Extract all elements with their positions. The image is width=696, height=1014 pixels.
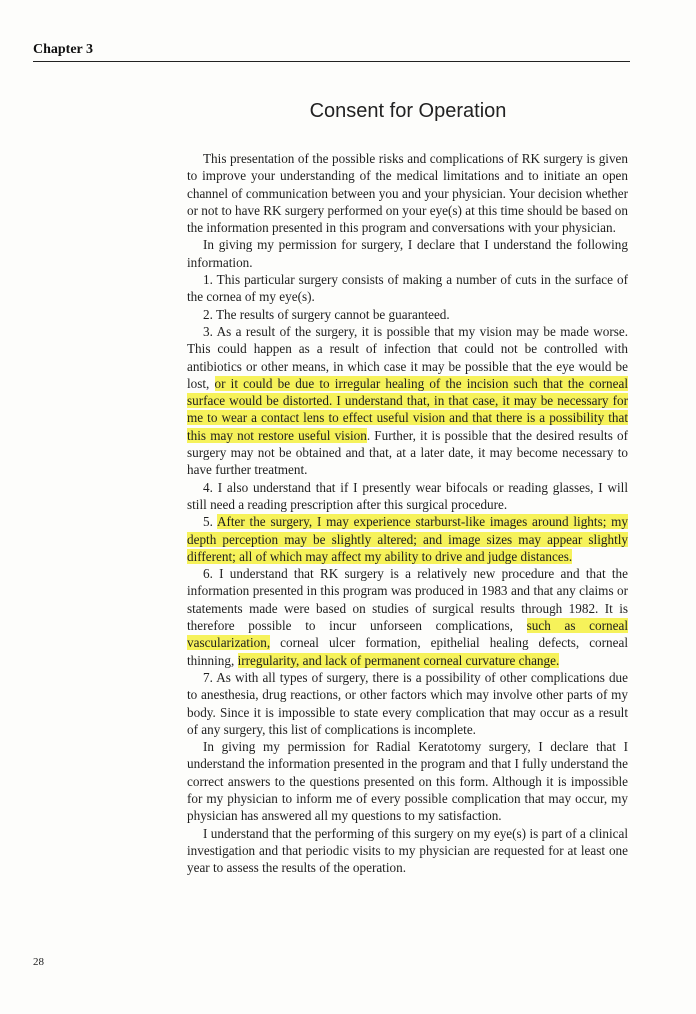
item-5-text-before: 5.	[203, 514, 217, 530]
item-6-text-middle: corneal ulcer formation, epithelial healing defects, corneal thinning,	[187, 635, 628, 668]
item-6-text-before: 6. I understand that RK surgery is a relatively new procedure and that the information presented in this program was produced in 1983 and that any claims or statements made were based on studies of surgical results through 1982. It is therefore possible to incur unforseen complications,	[187, 566, 628, 634]
paragraph-intro: This presentation of the possible risks and complications of RK surgery is given to improve your understanding of the medical limitations and to initiate an open channel of communication between you and your physician. Your decision whether or not to have RK surgery performed on your eye(s) at this time should be based on the information presented in this program and conversations with your physician.	[187, 151, 628, 236]
item-3-text-before: 3. As a result of the surgery, it is possible that my vision may be made worse. This could happen as a result of infection that could not be controlled with antibiotics or other means, in which case it may be possible that the eye would be lost,	[187, 323, 628, 391]
page-number: 28	[33, 956, 44, 968]
item-6-highlight-2: irregularity, and lack of permanent corneal curvature change.	[237, 652, 560, 668]
item-3-text-after: . Further, it is possible that the desired results of surgery may not be obtained and that, at a later date, it may become necessary to have further treatment.	[187, 427, 628, 478]
item-3-highlight: or it could be due to irregular healing of the incision such that the corneal surface would be distorted. I understand that, in that case, it may be necessary for me to wear a contact lens to effect useful vision and that there is a possibility that this may not restore useful vision	[187, 375, 628, 443]
header-rule	[33, 61, 630, 62]
paragraph-item-2: 2. The results of surgery cannot be guaranteed.	[203, 306, 450, 322]
item-5-highlight: After the surgery, I may experience starburst-like images around lights; my depth perception may be slightly altered; and image sizes may appear slightly different; all of which may affect my ability to drive and judge distances.	[187, 514, 628, 564]
paragraph-item-1: 1. This particular surgery consists of making a number of cuts in the surface of the cornea of my eye(s).	[187, 272, 628, 305]
paragraph-item-6	[187, 565, 628, 669]
paragraph-investigation: I understand that the performing of this surgery on my eye(s) is part of a clinical investigation and that periodic visits to my physician are requested for at least one year to assess the results of the operation.	[187, 825, 628, 876]
body-text	[187, 150, 628, 876]
item-6-highlight-1: such as corneal vascularization,	[187, 618, 628, 651]
chapter-label: Chapter 3	[33, 42, 94, 57]
paragraph-permission: In giving my permission for surgery, I declare that I understand the following information.	[187, 237, 628, 270]
paragraph-item-7: 7. As with all types of surgery, there is a possibility of other complications due to anesthesia, drug reactions, or other factors which may involve other parts of my body. Since it is impossible to state every complication that may occur as a result of any surgery, this list of complications is incomplete.	[187, 669, 628, 737]
paragraph-rk-permission: In giving my permission for Radial Keratotomy surgery, I declare that I understand the information presented in the program and that I fully understand the correct answers to the questions presented on this form. Although it is impossible for my physician to inform me of every possible complication that may occur, my physician has answered all my questions to my satisfaction.	[187, 739, 628, 824]
paragraph-item-3	[187, 323, 628, 479]
paragraph-item-4: 4. I also understand that if I presently wear bifocals or reading glasses, I will still need a reading prescription after this surgical procedure.	[187, 479, 628, 512]
paragraph-item-5	[187, 513, 628, 565]
page-title: Consent for Operation	[309, 100, 507, 122]
